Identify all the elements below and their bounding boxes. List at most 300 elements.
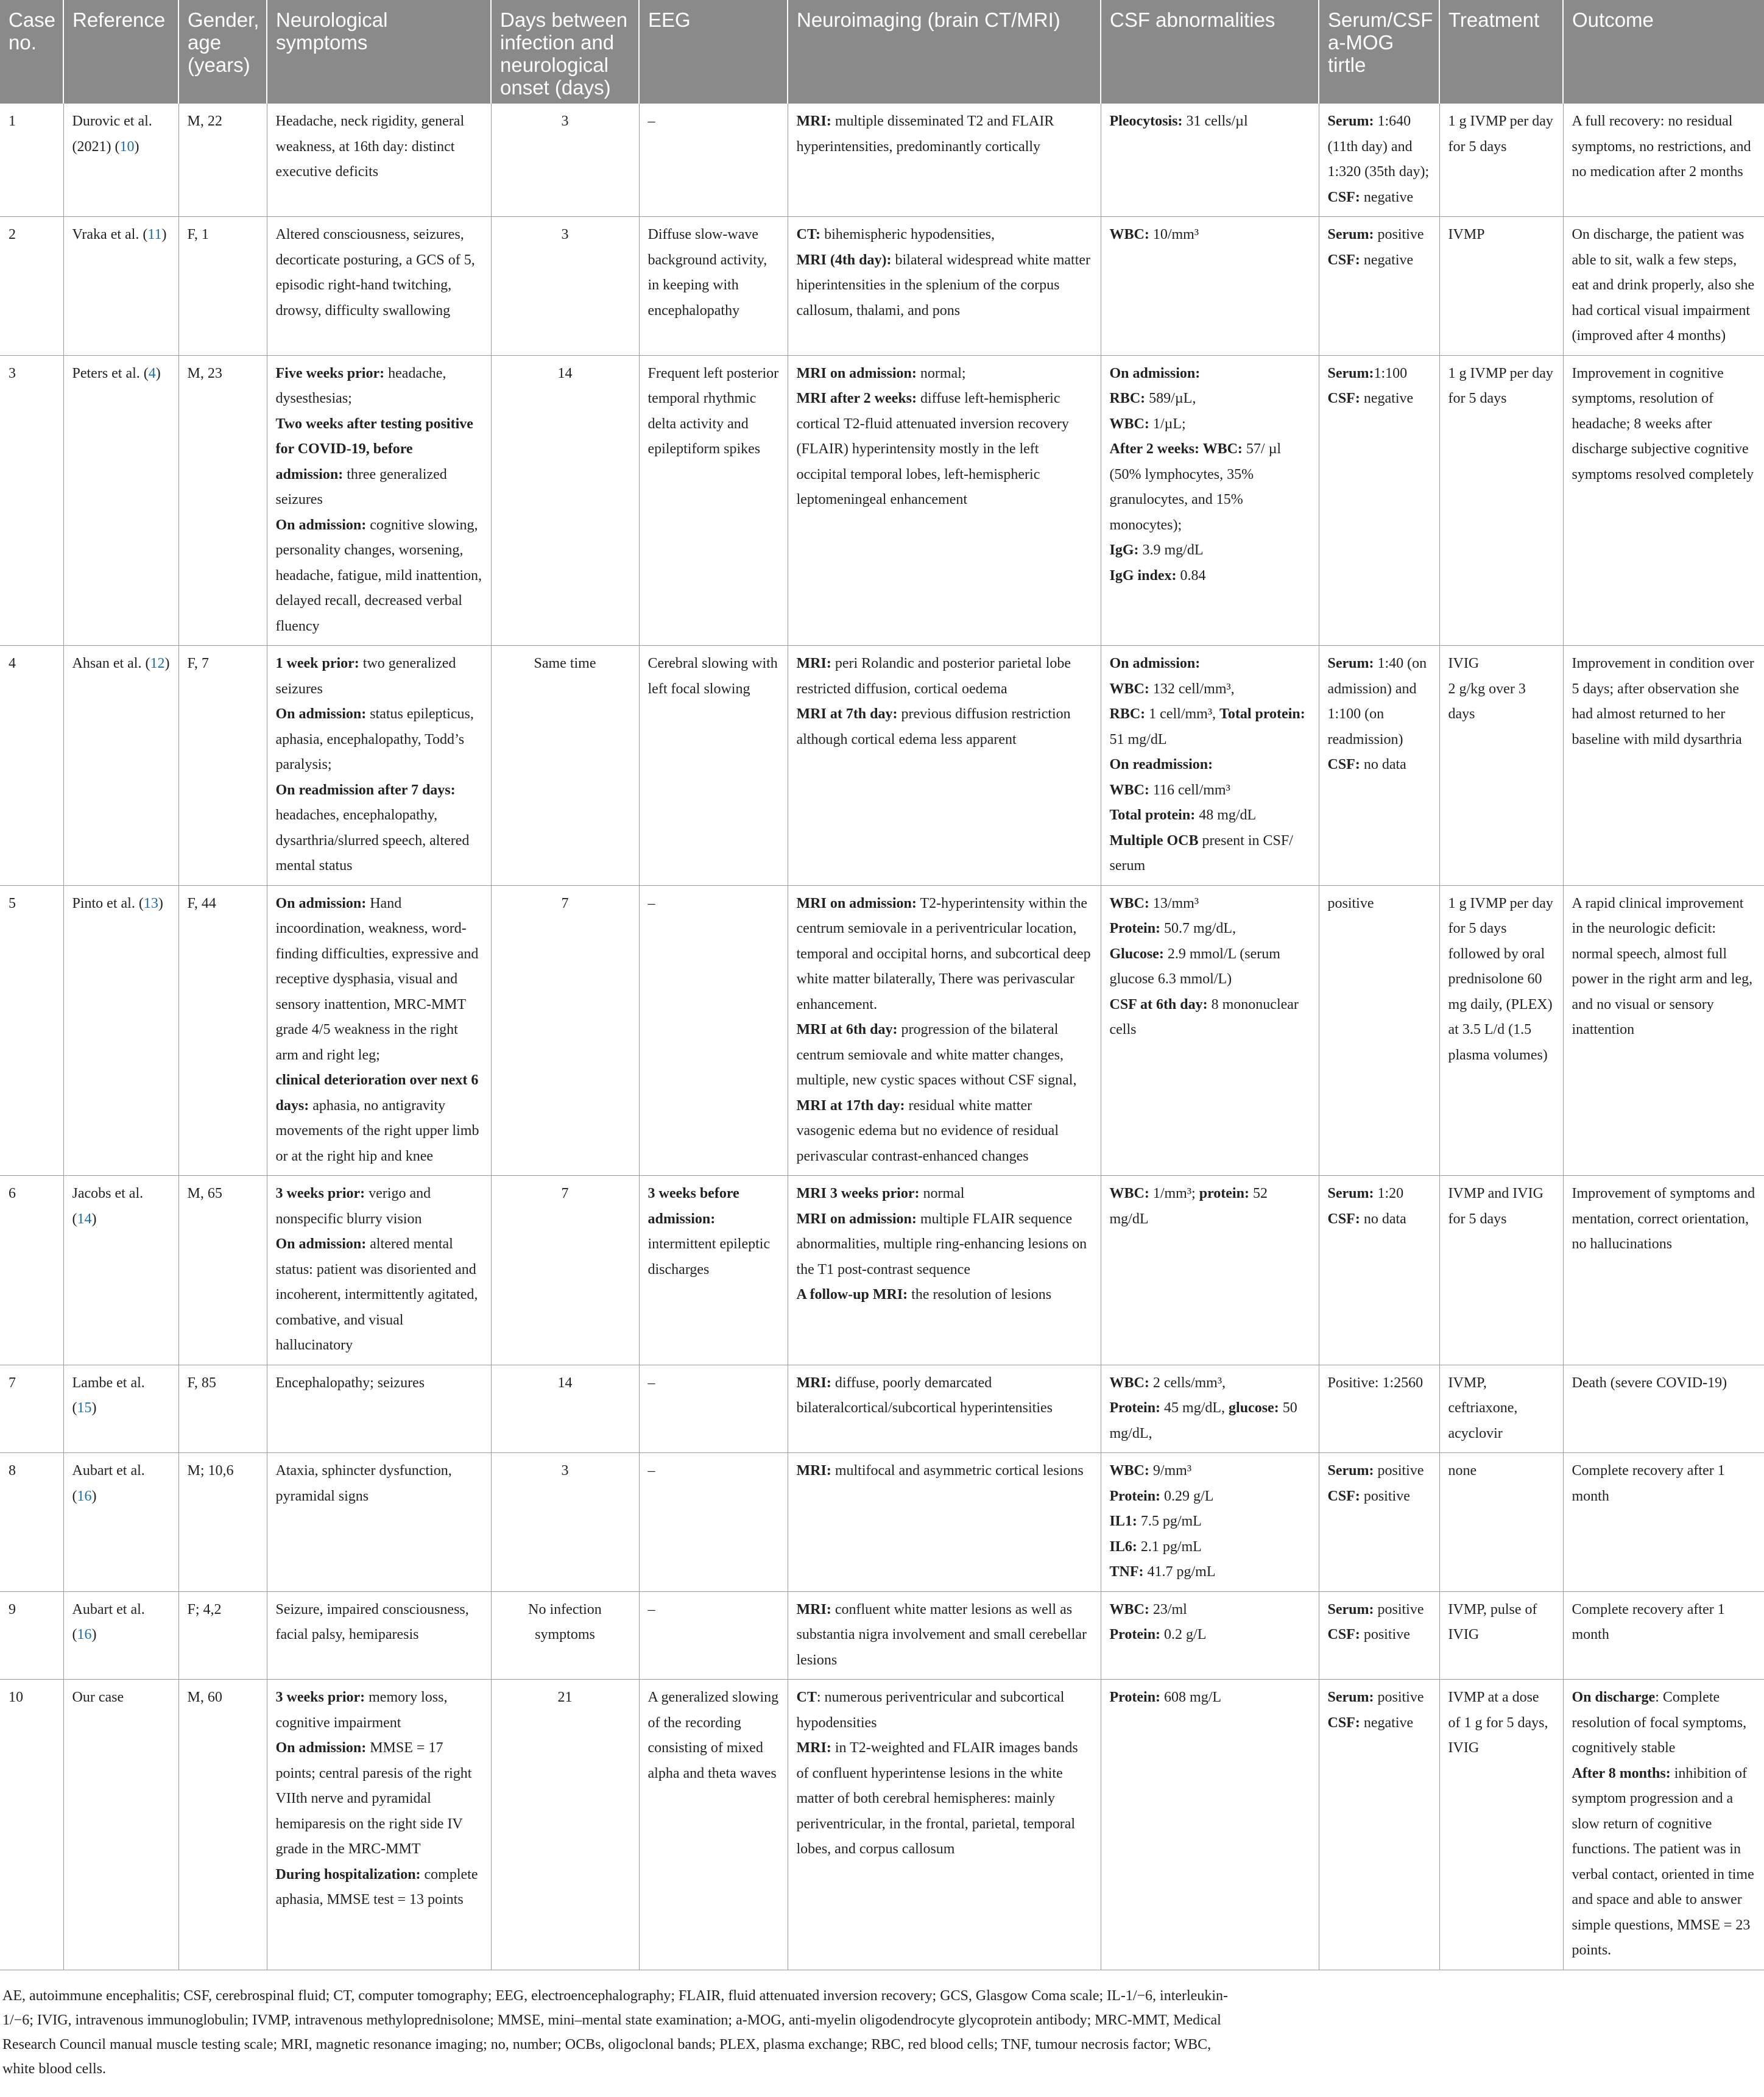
cell-segment	[276, 361, 482, 412]
reference-text: Pinto et al. (	[72, 895, 144, 911]
segment-text: Diffuse slow-wave background activity, in keeping with encephalopathy	[647, 227, 767, 319]
segment-text: inhibition of symptom progression and a slow return of cognitive functions. The patient was in verbal contact, oriented in time and space and able to answer simple questions, MMSE = 23 points.	[1572, 1765, 1754, 1958]
outcome-cell	[1563, 1680, 1764, 1970]
segment-text: 10/mm³	[1149, 227, 1199, 242]
cell-segment	[276, 1736, 482, 1862]
header-eeg: EEG	[639, 0, 788, 104]
segment-text: confluent white matter lesions as well as substantia nigra involvement and small cerebellar lesions	[796, 1601, 1087, 1668]
csf-cell	[1101, 217, 1319, 356]
segment-label: RBC:	[1109, 391, 1146, 406]
segment-text: Death (severe COVID-19)	[1572, 1374, 1727, 1391]
imaging-cell	[788, 1453, 1101, 1592]
segment-text: 1:20	[1374, 1186, 1404, 1201]
segment-label: A follow-up MRI:	[796, 1287, 908, 1303]
mog-cell	[1319, 646, 1439, 886]
segment-label: MRI after 2 weeks:	[796, 391, 917, 406]
segment-label: Serum:	[1327, 656, 1374, 671]
segment-text: multiple FLAIR sequence abnormalities, multiple ring-enhancing lesions on the T1 post-contrast sequence	[796, 1211, 1087, 1278]
eeg-cell	[639, 885, 788, 1176]
reference-text: )	[155, 365, 161, 381]
segment-label: Serum:	[1327, 365, 1374, 381]
segment-text: the resolution of lesions	[908, 1287, 1052, 1303]
cell-segment	[1572, 1371, 1756, 1396]
segment-label: On admission:	[275, 517, 367, 533]
csf-cell	[1101, 1365, 1319, 1453]
segment-text: previous diffusion restriction although cortical edema less apparent	[796, 706, 1071, 748]
cell-segment	[1110, 942, 1310, 992]
gender-age-cell: F, 44	[178, 885, 267, 1176]
cell-segment	[1572, 109, 1756, 185]
cell-segment	[276, 109, 482, 185]
cell-segment	[1110, 437, 1310, 538]
segment-text: 132 cell/mm³,	[1149, 681, 1235, 697]
reference-text: )	[91, 1488, 97, 1504]
cell-segment	[1328, 1622, 1431, 1648]
reference-citation-link[interactable]: 13	[143, 895, 158, 911]
segment-text: 52 mg/dL	[1109, 1186, 1268, 1227]
cell-segment	[1110, 1535, 1310, 1560]
reference-text: )	[91, 1627, 97, 1643]
segment-label: Protein:	[1109, 1400, 1161, 1416]
segment-label: Serum:	[1327, 1186, 1374, 1201]
segment-label: Serum:	[1327, 113, 1374, 129]
segment-text: On discharge, the patient was able to sit, walk a few steps, eat and drink properly, also she had cortical visual impairment (improved after 4 months)	[1572, 227, 1755, 344]
segment-text: bilateral widespread white matter hiperintensities in the splenium of the corpus callosum, thalami, and pons	[796, 252, 1091, 319]
segment-text: present in CSF/ serum	[1109, 832, 1293, 874]
reference-cell	[63, 355, 178, 646]
segment-text: Complete recovery after 1 month	[1572, 1601, 1725, 1643]
segment-text: 116 cell/mm³	[1149, 782, 1230, 798]
segment-label: WBC:	[1109, 681, 1149, 697]
segment-label: Pleocytosis:	[1109, 113, 1183, 129]
segment-text: Cerebral slowing with left focal slowing	[647, 656, 778, 697]
segment-text: negative	[1360, 189, 1414, 205]
eeg-cell	[639, 1591, 788, 1680]
segment-text: 2.1 pg/mL	[1137, 1538, 1202, 1555]
table-row	[0, 1453, 1764, 1592]
cell-segment	[797, 109, 1092, 160]
segment-text: 50.7 mg/dL,	[1160, 921, 1237, 936]
segment-label: On admission:	[275, 706, 367, 722]
segment-text: diffuse, poorly demarcated bilateralcortical/subcortical hyperintensities	[796, 1374, 1053, 1416]
cell-segment	[797, 1207, 1092, 1283]
segment-text: 31 cells/µl	[1182, 113, 1248, 129]
cell-segment	[276, 1597, 482, 1648]
cell-segment	[797, 248, 1092, 324]
cell-segment	[276, 651, 482, 702]
cell-segment	[1448, 109, 1554, 160]
segment-text: A rapid clinical improvement in the neurologic deficit: normal speech, almost full power in the right arm and leg, and no visual or sensory inattention	[1572, 895, 1753, 1038]
segment-text: positive	[1374, 227, 1424, 242]
cell-segment	[1572, 1761, 1756, 1964]
cell-segment	[1110, 992, 1310, 1043]
table-row	[0, 104, 1764, 217]
segment-label: On admission:	[275, 895, 367, 911]
segment-label: Two weeks after testing positive for COVID-19, before admission:	[275, 416, 473, 483]
segment-text: 1:100	[1374, 365, 1408, 381]
header-mog-titre: Serum/CSF a-MOG tirtle	[1319, 0, 1439, 104]
segment-label: Serum:	[1327, 227, 1374, 242]
csf-cell	[1101, 1680, 1319, 1970]
segment-text: 1 g IVMP per day for 5 days	[1448, 113, 1553, 155]
cell-segment	[1328, 222, 1431, 248]
segment-text: positive	[1374, 1601, 1424, 1618]
reference-citation-link[interactable]: 14	[77, 1211, 92, 1227]
cell-segment	[1110, 564, 1310, 589]
header-neurological-symptoms: Neurological symptoms	[267, 0, 491, 104]
segment-text: 2 g/kg over 3 days	[1448, 681, 1526, 722]
segment-label: 3 weeks before admission:	[647, 1186, 739, 1227]
segment-text: 41.7 pg/mL	[1143, 1564, 1216, 1580]
treatment-cell	[1439, 1176, 1563, 1365]
cell-segment	[1110, 778, 1310, 804]
segment-text: : numerous periventricular and subcortical hypodensities	[796, 1689, 1065, 1731]
cell-segment	[1110, 752, 1310, 778]
cell-segment	[1110, 829, 1310, 879]
segment-text: T2-hyperintensity within the centrum semiovale in a periventricular location, temporal and occipital horns, and subcortical deep white matter bilaterally, There was perivascular enhancement.	[796, 895, 1091, 1013]
reference-cell	[63, 885, 178, 1176]
segment-text: –	[647, 1601, 655, 1618]
segment-label: WBC:	[1109, 1601, 1149, 1618]
segment-label: On admission:	[275, 1740, 367, 1756]
reference-citation-link[interactable]: 16	[77, 1488, 92, 1504]
cell-segment	[1572, 1685, 1756, 1761]
segment-text: bihemispheric hypodensities,	[820, 227, 995, 242]
cell-segment	[1110, 1622, 1310, 1648]
cell-segment	[797, 891, 1092, 1018]
segment-label: IgG:	[1109, 542, 1139, 558]
segment-label: 1 week prior:	[275, 656, 359, 671]
header-neuroimaging: Neuroimaging (brain CT/MRI)	[788, 0, 1101, 104]
segment-text: positive	[1360, 1627, 1410, 1643]
segment-text: 9/mm³	[1149, 1463, 1192, 1479]
imaging-cell	[788, 1365, 1101, 1453]
segment-label: Total protein:	[1109, 807, 1196, 823]
segment-label: Protein:	[1109, 921, 1161, 936]
segment-text: 0.29 g/L	[1160, 1488, 1214, 1504]
header-treatment: Treatment	[1439, 0, 1563, 104]
segment-text: residual white matter vasogenic edema but no evidence of residual perivascular contrast-enhanced changes	[796, 1097, 1059, 1164]
treatment-cell	[1439, 104, 1563, 217]
segment-label: MRI:	[796, 656, 831, 671]
segment-label: MRI on admission:	[796, 895, 917, 911]
segment-text: Encephalopathy; seizures	[275, 1374, 425, 1391]
segment-text: IVMP and IVIG for 5 days	[1448, 1186, 1544, 1227]
mog-cell	[1319, 885, 1439, 1176]
segment-text: multifocal and asymmetric cortical lesions	[831, 1463, 1084, 1479]
treatment-cell	[1439, 1591, 1563, 1680]
segment-text: Improvement in cognitive symptoms, resolution of headache; 8 weeks after discharge subjective cognitive symptoms resolved completely	[1572, 365, 1754, 483]
segment-label: MRI:	[796, 1601, 831, 1618]
reference-text: )	[91, 1211, 97, 1227]
cell-segment	[1328, 1207, 1431, 1232]
segment-text: no data	[1360, 1211, 1406, 1227]
segment-label: MRI on admission:	[796, 365, 917, 381]
cell-segment	[797, 1371, 1092, 1421]
cell-segment	[648, 651, 779, 702]
segment-text: –	[647, 113, 655, 129]
symptoms-cell	[267, 1176, 491, 1365]
segment-label: 3 weeks prior:	[275, 1186, 365, 1201]
segment-text: headaches, encephalopathy, dysarthria/slurred speech, altered mental status	[275, 807, 470, 874]
csf-cell	[1101, 355, 1319, 646]
reference-text: )	[164, 656, 170, 671]
segment-label: Protein:	[1109, 1627, 1161, 1643]
days-cell: Same time	[491, 646, 639, 886]
cell-segment	[648, 222, 779, 324]
segment-text: 7.5 pg/mL	[1137, 1513, 1202, 1529]
cell-segment	[1448, 651, 1554, 677]
segment-label: CSF:	[1327, 252, 1360, 268]
gender-age-cell: M, 23	[178, 355, 267, 646]
days-cell: 21	[491, 1680, 639, 1970]
segment-text: 13/mm³	[1149, 895, 1199, 911]
case-number-cell: 2	[0, 217, 63, 356]
segment-label: MRI on admission:	[796, 1211, 917, 1227]
symptoms-cell	[267, 355, 491, 646]
cell-segment	[1328, 1685, 1431, 1711]
cell-segment	[1110, 1459, 1310, 1484]
segment-text: –	[647, 895, 655, 911]
segment-text: 57/ µl (50% lymphocytes, 35% granulocytes, and 15% monocytes);	[1109, 441, 1282, 533]
segment-text: 51 mg/dL	[1109, 731, 1167, 748]
segment-text: –	[647, 1463, 655, 1479]
reference-text: Jacobs et al. (	[72, 1186, 144, 1227]
segment-label: MRI:	[796, 113, 831, 129]
segment-text: memory loss, cognitive impairment	[275, 1689, 448, 1731]
cell-segment	[1328, 386, 1431, 412]
segment-text: 45 mg/dL,	[1160, 1400, 1229, 1416]
segment-label: On admission:	[275, 1236, 367, 1252]
reference-text: Durovic et al. (2021) (	[72, 113, 152, 155]
case-number-cell: 6	[0, 1176, 63, 1365]
segment-label: CSF:	[1327, 1714, 1360, 1731]
reference-citation-link[interactable]: 12	[150, 656, 165, 671]
reference-citation-link[interactable]: 16	[77, 1627, 92, 1643]
cell-segment	[797, 1094, 1092, 1170]
mog-cell	[1319, 104, 1439, 217]
csf-cell	[1101, 1591, 1319, 1680]
cell-segment	[1110, 1484, 1310, 1510]
reference-cell	[63, 1453, 178, 1592]
segment-text: MMSE = 17 points; central paresis of the right VIIth nerve and pyramidal hemiparesis on the right side IV grade in the MRC-MMT	[275, 1740, 472, 1857]
cell-segment	[1110, 109, 1310, 135]
cell-segment	[1110, 412, 1310, 437]
cell-segment	[276, 222, 482, 324]
segment-text: 1 g IVMP per day for 5 days	[1448, 365, 1553, 406]
cell-segment	[276, 702, 482, 778]
segment-label: WBC:	[1109, 1186, 1149, 1201]
segment-label: MRI at 6th day:	[796, 1022, 898, 1038]
segment-text: 1:640 (11th day) and 1:320 (35th day);	[1327, 113, 1430, 180]
reference-cell	[63, 217, 178, 356]
csf-cell	[1101, 885, 1319, 1176]
reference-text: )	[161, 227, 167, 242]
segment-text: 23/ml	[1149, 1601, 1187, 1618]
table-row	[0, 1591, 1764, 1680]
eeg-cell	[639, 1176, 788, 1365]
treatment-cell	[1439, 1453, 1563, 1592]
segment-text: positive	[1327, 895, 1374, 911]
csf-cell	[1101, 1453, 1319, 1592]
symptoms-cell	[267, 1680, 491, 1970]
reference-citation-link[interactable]: 4	[148, 365, 156, 381]
reference-text: Ahsan et al. (	[72, 656, 150, 671]
table-row	[0, 217, 1764, 356]
segment-label: CT:	[796, 227, 821, 242]
outcome-cell	[1563, 217, 1764, 356]
segment-label: IL1:	[1109, 1513, 1137, 1529]
cell-segment	[276, 1685, 482, 1736]
cell-segment	[1572, 1181, 1756, 1257]
header-case-no: Case no.	[0, 0, 63, 104]
reference-citation-link[interactable]: 10	[119, 138, 135, 155]
segment-text: IVMP	[1448, 227, 1485, 242]
cell-segment	[276, 1459, 482, 1509]
mog-cell	[1319, 1680, 1439, 1970]
outcome-cell	[1563, 1591, 1764, 1680]
cell-segment	[1328, 1711, 1431, 1736]
reference-text: Lambe et al. (	[72, 1374, 145, 1416]
segment-label: CSF:	[1327, 391, 1360, 406]
segment-text: 589/µL,	[1145, 391, 1196, 406]
segment-text: normal;	[916, 365, 966, 381]
imaging-cell	[788, 1680, 1101, 1970]
segment-text: –	[647, 1374, 655, 1391]
outcome-cell	[1563, 646, 1764, 886]
cell-segment	[1448, 1371, 1554, 1447]
cell-segment	[1110, 361, 1310, 387]
outcome-cell	[1563, 1453, 1764, 1592]
cell-segment	[648, 891, 779, 917]
reference-cell	[63, 1176, 178, 1365]
segment-text: negative	[1360, 391, 1414, 406]
cell-segment	[276, 778, 482, 879]
table-row	[0, 355, 1764, 646]
outcome-cell	[1563, 1176, 1764, 1365]
segment-label: CSF:	[1327, 189, 1360, 205]
segment-label: MRI at 7th day:	[796, 706, 898, 722]
segment-label: After 8 months:	[1572, 1765, 1671, 1781]
imaging-cell	[788, 355, 1101, 646]
segment-text: peri Rolandic and posterior parietal lobe restricted diffusion, cortical oedema	[796, 656, 1071, 697]
cell-segment	[1328, 109, 1431, 185]
reference-citation-link[interactable]: 15	[77, 1400, 92, 1416]
reference-cell	[63, 1365, 178, 1453]
segment-text: Improvement in condition over 5 days; after observation she had almost returned to her baseline with mild dysarthria	[1572, 656, 1754, 748]
header-outcome: Outcome	[1563, 0, 1764, 104]
imaging-cell	[788, 1591, 1101, 1680]
segment-text: 50 mg/dL,	[1109, 1400, 1297, 1441]
gender-age-cell: F; 4,2	[178, 1591, 267, 1680]
cell-segment	[276, 513, 482, 640]
table-footnote: AE, autoimmune encephalitis; CSF, cerebrospinal fluid; CT, computer tomography; EEG, electroencephalography; FLAIR, fluid attenuated inversion recovery; GCS, Glasgow Coma scale; IL-1/−6, interleukin-1/−6; IVIG, intravenous immunoglobulin; IVMP, intravenous methyloprednisolone; MMSE, mini–mental state examination; a-MOG, anti-myelin oligodendrocyte glycoprotein antibody; MRC-MMT, Medical Research Council manual muscle testing scale; MRI, magnetic resonance imaging; no, number; OCBs, oligoclonal bands; PLEX, plasma exchange; RBC, red blood cells; TNF, tumour necrosis factor; WBC, white blood cells.	[2, 1987, 1228, 2077]
table-header-row	[0, 0, 1764, 104]
days-cell: 14	[491, 1365, 639, 1453]
segment-label: WBC:	[1109, 416, 1149, 432]
case-number-cell: 5	[0, 885, 63, 1176]
segment-label: WBC:	[1109, 227, 1149, 242]
eeg-cell	[639, 646, 788, 886]
table-row	[0, 1365, 1764, 1453]
cell-segment	[797, 1459, 1092, 1484]
mog-cell	[1319, 1365, 1439, 1453]
segment-text: Complete recovery after 1 month	[1572, 1463, 1725, 1504]
segment-text: Seizure, impaired consciousness, facial palsy, hemiparesis	[275, 1601, 469, 1643]
mog-cell	[1319, 1453, 1439, 1592]
table-row	[0, 885, 1764, 1176]
cell-segment	[1572, 1597, 1756, 1648]
case-number-cell: 9	[0, 1591, 63, 1680]
mog-cell	[1319, 1176, 1439, 1365]
cell-segment	[276, 1862, 482, 1913]
cell-segment	[1110, 916, 1310, 942]
table-body	[0, 104, 1764, 1970]
cell-segment	[648, 1685, 779, 1786]
imaging-cell	[788, 885, 1101, 1176]
segment-text: 0.2 g/L	[1160, 1627, 1207, 1643]
eeg-cell	[639, 1453, 788, 1592]
treatment-cell	[1439, 885, 1563, 1176]
case-number-cell: 8	[0, 1453, 63, 1592]
segment-text: two generalized seizures	[275, 656, 456, 697]
eeg-cell	[639, 104, 788, 217]
cell-segment	[797, 361, 1092, 387]
cell-segment	[1110, 702, 1310, 752]
reference-citation-link[interactable]: 11	[147, 227, 162, 242]
eeg-cell	[639, 1680, 788, 1970]
cell-segment	[1448, 1181, 1554, 1232]
segment-label: WBC:	[1109, 1463, 1149, 1479]
segment-text: 3.9 mg/dL	[1138, 542, 1204, 558]
treatment-cell	[1439, 646, 1563, 886]
gender-age-cell: F, 1	[178, 217, 267, 356]
cell-segment	[1328, 248, 1431, 274]
segment-text: 1/mm³;	[1149, 1186, 1199, 1201]
segment-label: MRI:	[796, 1374, 831, 1391]
segment-text: IVMP, ceftriaxone, acyclovir	[1448, 1374, 1518, 1441]
segment-label: CSF:	[1327, 1627, 1360, 1643]
cell-segment	[797, 702, 1092, 752]
csf-cell	[1101, 1176, 1319, 1365]
days-cell: 3	[491, 1453, 639, 1592]
segment-text: status epilepticus, aphasia, encephalopathy, Todd’s paralysis;	[275, 706, 474, 773]
cell-segment	[797, 1736, 1092, 1862]
reference-cell	[63, 104, 178, 217]
reference-text: )	[158, 895, 163, 911]
segment-text: complete aphasia, MMSE test = 13 points	[275, 1866, 478, 1908]
reference-text: Aubart et al. (	[72, 1463, 145, 1504]
days-cell: 7	[491, 885, 639, 1176]
segment-text: 48 mg/dL	[1195, 807, 1257, 823]
cell-segment	[1448, 222, 1554, 248]
gender-age-cell: F, 85	[178, 1365, 267, 1453]
cell-segment	[1110, 1371, 1310, 1396]
segment-text: normal	[919, 1186, 965, 1201]
segment-label: RBC:	[1109, 706, 1146, 722]
outcome-cell	[1563, 355, 1764, 646]
cell-segment	[1110, 1396, 1310, 1446]
outcome-cell	[1563, 885, 1764, 1176]
segment-text: headache, dysesthesias;	[275, 365, 446, 406]
case-number-cell: 7	[0, 1365, 63, 1453]
segment-text: 1:40 (on admission) and 1:100 (on readmission)	[1327, 656, 1427, 748]
cell-segment	[797, 1017, 1092, 1094]
cell-segment	[648, 1232, 779, 1282]
symptoms-cell	[267, 885, 491, 1176]
reference-text: Peters et al. (	[72, 365, 149, 381]
reference-text: Vraka et al. (	[72, 227, 148, 242]
